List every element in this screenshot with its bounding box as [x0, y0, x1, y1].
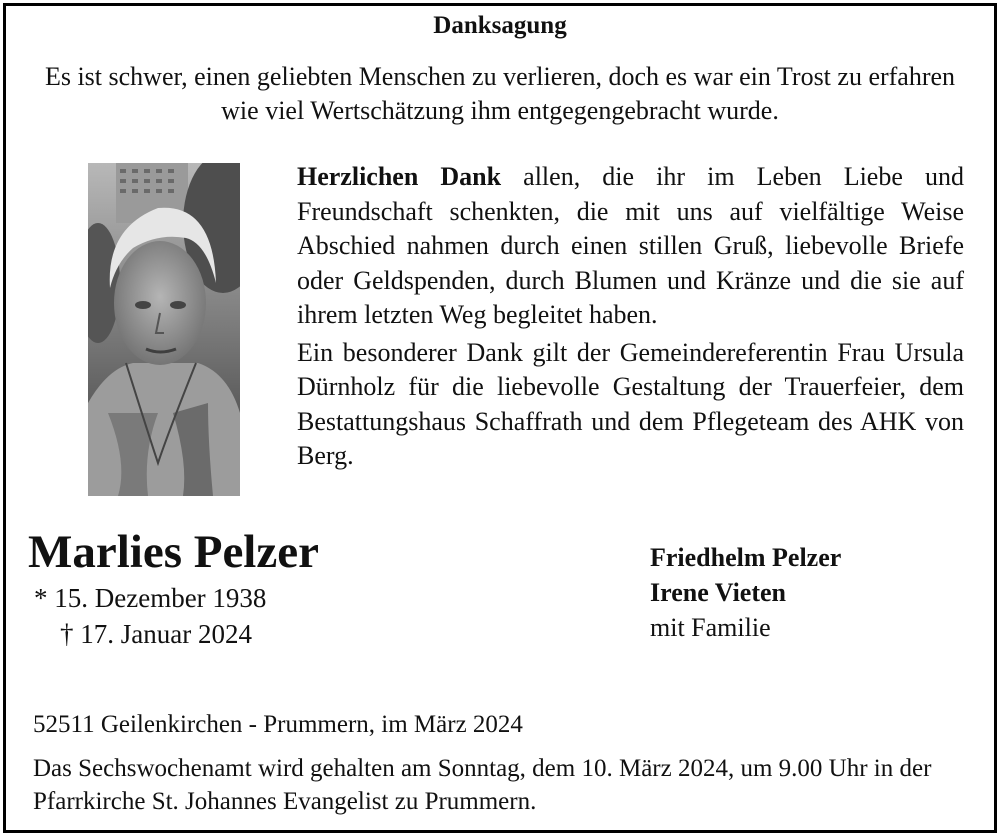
family-block	[650, 540, 841, 645]
family-member-1: Friedhelm Pelzer	[650, 543, 842, 572]
family-suffix: mit Familie	[650, 613, 771, 642]
thanks-text	[297, 160, 964, 474]
intro-text: Es ist schwer, einen geliebten Menschen zu verlieren, doch es war ein Trost zu erfahren wie viel Wertschätzung ihm entgegengebracht wurde.	[44, 62, 956, 125]
thanks-paragraph-1	[297, 160, 964, 333]
place-date: 52511 Geilenkirchen - Prummern, im März 2024	[33, 711, 523, 738]
notice-heading: Danksagung	[433, 12, 567, 39]
thanks-paragraph-2: Ein besonderer Dank gilt der Gemeindereferentin Frau Ursula Dürnholz für die liebevolle Gestaltung der Trauerfeier, dem Bestattungshaus Schaffrath und dem Pflegeteam des AHK von Berg.	[297, 337, 964, 470]
portrait-photo	[88, 163, 240, 496]
thanks-paragraph-1-text: allen, die ihr im Leben Liebe und Freundschaft schenkten, die mit uns auf vielfältige Weise Abschied nahmen durch einen stillen Gruß, liebevolle Briefe oder Geldspenden, durch Blumen und Kränze und die sie auf ihrem letzten Weg begleitet haben.	[297, 162, 964, 329]
thanks-lead: Herzlichen Dank	[297, 162, 502, 191]
deceased-name: Marlies Pelzer	[28, 526, 319, 578]
service-info: Das Sechswochenamt wird gehalten am Sonntag, dem 10. März 2024, um 9.00 Uhr in der Pfarrkirche St. Johannes Evangelist zu Prummern.	[33, 755, 932, 815]
family-member-2: Irene Vieten	[650, 578, 786, 607]
birth-date: * 15. Dezember 1938	[34, 583, 267, 613]
death-date: † 17. Januar 2024	[60, 619, 252, 649]
